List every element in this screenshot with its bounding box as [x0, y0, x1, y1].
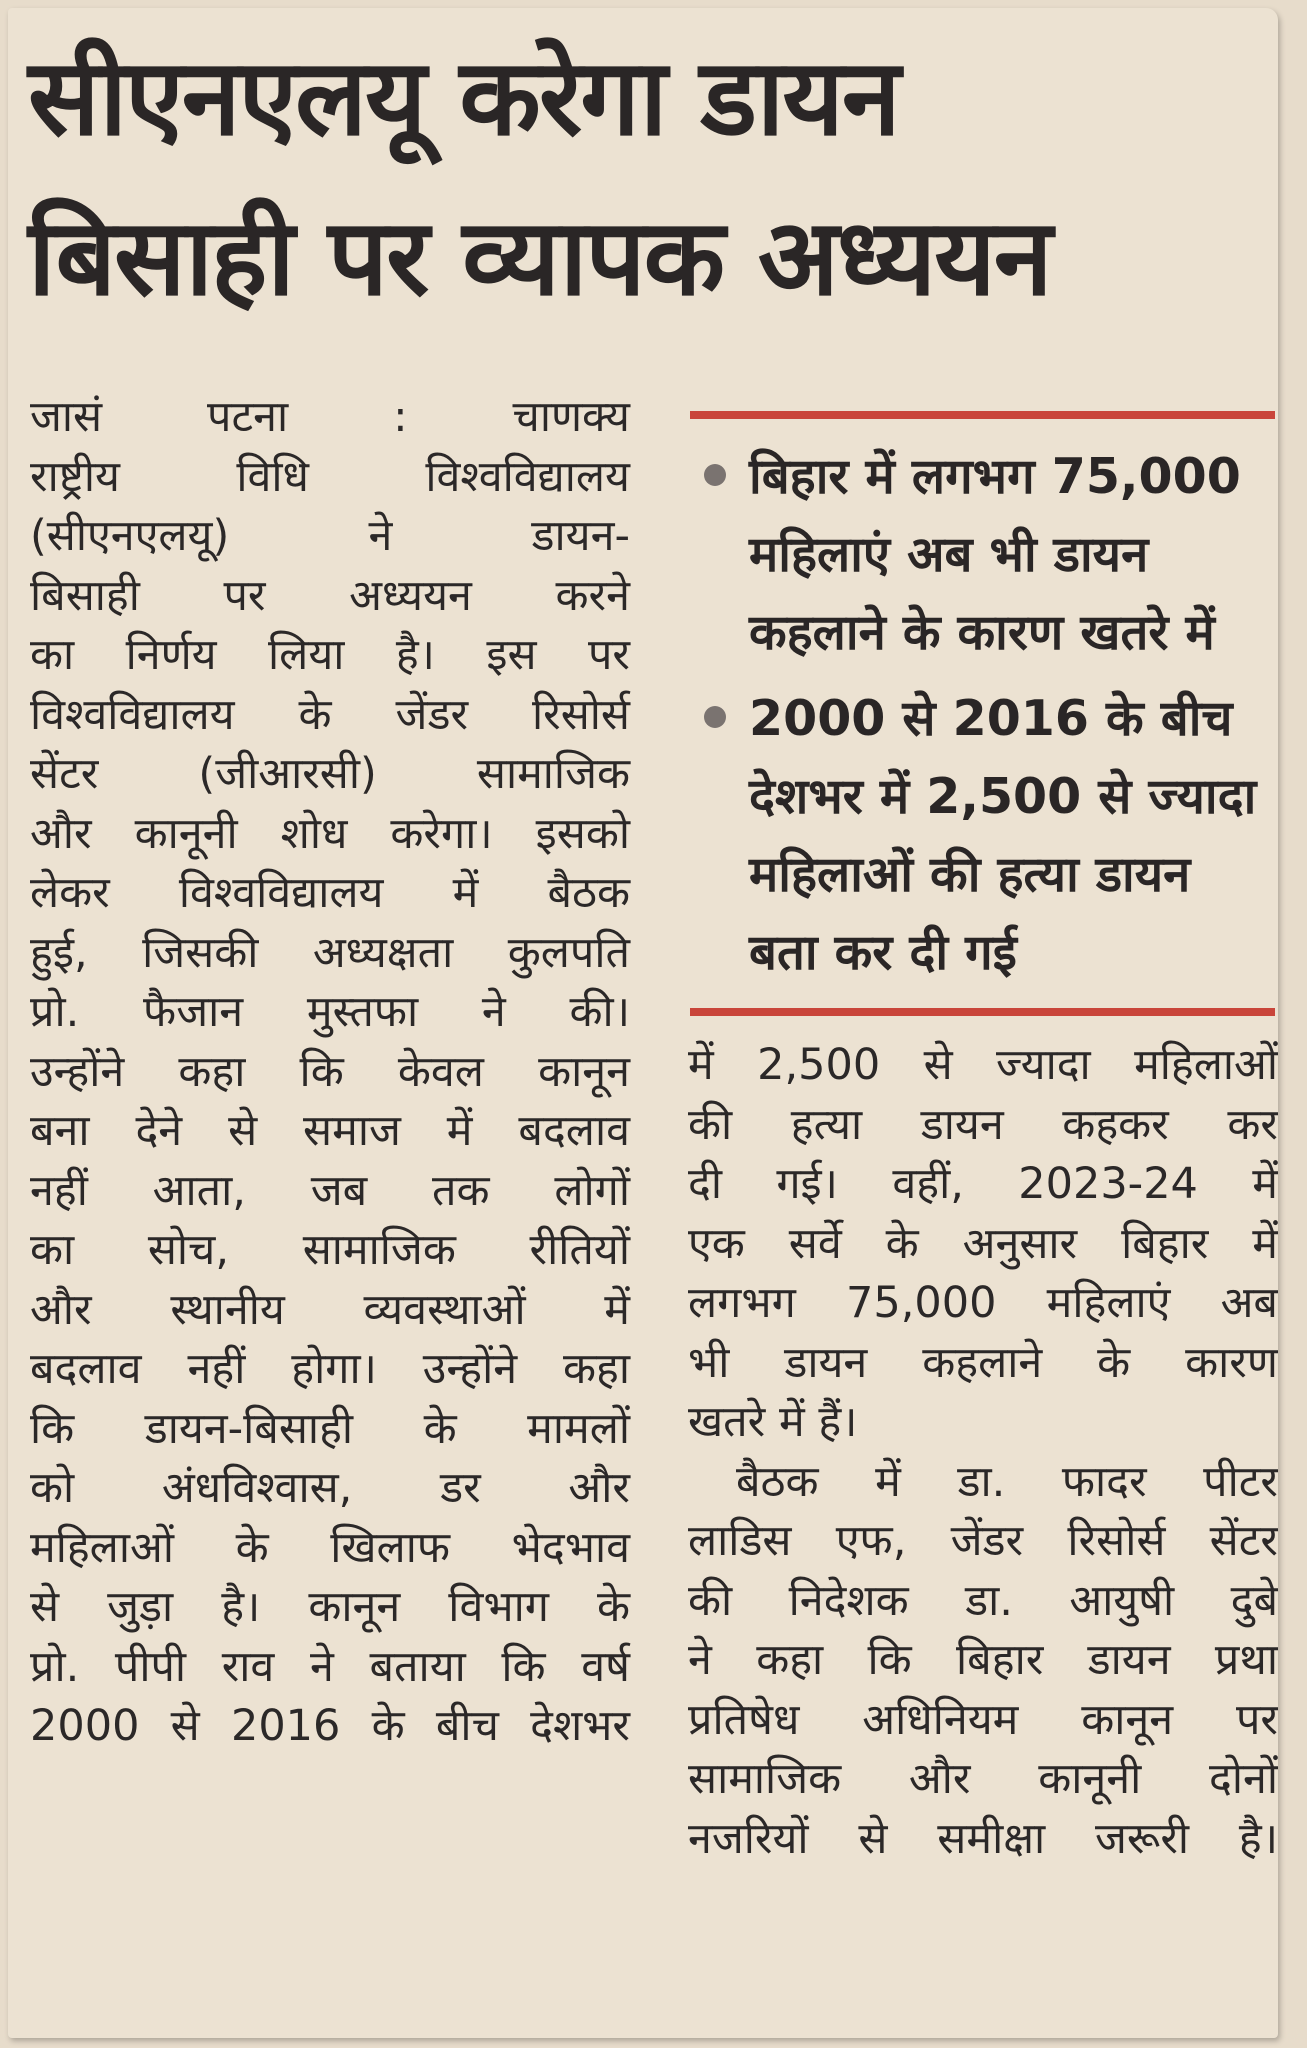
text-line: नजरियों से समीक्षा जरूरी है।	[688, 1813, 1278, 1864]
text-line: नहीं आता, जब तक लोगों	[30, 1165, 630, 1216]
highlight-line: कहलाने के कारण खतरे में	[749, 604, 1215, 661]
highlight-bottom-rule	[690, 1008, 1275, 1016]
text-line: को अंधविश्वास, डर और	[30, 1463, 630, 1513]
text-line: बिसाही पर अध्ययन करने	[30, 570, 630, 621]
text-line: विश्वविद्यालय के जेंडर रिसोर्स	[30, 689, 630, 740]
text-line: प्रो. फैजान मुस्तफा ने की।	[30, 987, 630, 1037]
text-line: प्रो. पीपी राव ने बताया कि वर्ष	[30, 1641, 630, 1692]
text-line: महिलाओं के खिलाफ भेदभाव	[30, 1522, 630, 1573]
text-line: ने कहा कि बिहार डायन प्रथा	[688, 1635, 1278, 1685]
text-line: (सीएनएलयू) ने डायन-	[30, 511, 630, 561]
text-line: उन्होंने कहा कि केवल कानून	[30, 1046, 630, 1097]
headline-line-2: बिसाही पर व्यापक अध्ययन	[28, 196, 1051, 319]
text-line: जासं पटना : चाणक्य	[30, 392, 630, 442]
bullet-dot-icon	[704, 464, 726, 486]
highlight-line: बता कर दी गई	[749, 924, 1017, 981]
text-line: लगभग 75,000 महिलाएं अब	[688, 1278, 1278, 1328]
text-line: 2000 से 2016 के बीच देशभर	[30, 1701, 630, 1751]
text-line: की निदेशक डा. आयुषी दुबे	[688, 1575, 1278, 1626]
right-column	[688, 1036, 1278, 1869]
text-line: खतरे में हैं।	[688, 1397, 858, 1447]
headline-line-1: सीएनएलयू करेगा डायन	[28, 36, 899, 159]
text-line: का सोच, सामाजिक रीतियों	[30, 1225, 630, 1275]
left-column	[30, 388, 630, 1757]
bullet-dot-icon	[704, 706, 726, 728]
highlight-line: 2000 से 2016 के बीच	[749, 690, 1233, 747]
highlight-top-rule	[690, 411, 1275, 419]
text-line: एक सर्वे के अनुसार बिहार में	[688, 1218, 1278, 1269]
newspaper-clipping	[8, 8, 1278, 2038]
text-line: राष्ट्रीय विधि विश्वविद्यालय	[30, 451, 630, 502]
text-line: की हत्या डायन कहकर कर	[688, 1099, 1278, 1150]
highlight-line: बिहार में लगभग 75,000	[749, 448, 1241, 505]
text-line: और स्थानीय व्यवस्थाओं में	[30, 1284, 630, 1335]
text-line: प्रतिषेध अधिनियम कानून पर	[688, 1694, 1278, 1745]
text-line: का निर्णय लिया है। इस पर	[30, 630, 630, 680]
text-line: से जुड़ा है। कानून विभाग के	[30, 1582, 630, 1632]
text-line: बदलाव नहीं होगा। उन्होंने कहा	[30, 1344, 630, 1394]
highlight-item	[694, 438, 1278, 672]
text-line: बैठक में डा. फादर पीटर	[736, 1456, 1278, 1507]
text-line: कि डायन-बिसाही के मामलों	[30, 1403, 630, 1454]
text-line: में 2,500 से ज्यादा महिलाओं	[688, 1040, 1278, 1090]
highlight-line: महिलाएं अब भी डायन	[749, 526, 1149, 583]
text-line: लेकर विश्वविद्यालय में बैठक	[30, 868, 630, 918]
text-line: सामाजिक और कानूनी दोनों	[688, 1754, 1278, 1804]
highlight-line: महिलाओं की हत्या डायन	[749, 846, 1191, 903]
text-line: भी डायन कहलाने के कारण	[688, 1337, 1278, 1388]
text-line: लाडिस एफ, जेंडर रिसोर्स सेंटर	[688, 1516, 1278, 1566]
text-line: हुई, जिसकी अध्यक्षता कुलपति	[30, 927, 630, 978]
text-line: दी गई। वहीं, 2023-24 में	[688, 1159, 1278, 1209]
highlight-item	[694, 680, 1278, 992]
text-line: और कानूनी शोध करेगा। इसको	[30, 808, 630, 859]
text-line: सेंटर (जीआरसी) सामाजिक	[30, 749, 630, 799]
text-line: बना देने से समाज में बदलाव	[30, 1106, 630, 1156]
highlight-line: देशभर में 2,500 से ज्यादा	[749, 768, 1257, 825]
highlights-box	[694, 438, 1278, 1000]
